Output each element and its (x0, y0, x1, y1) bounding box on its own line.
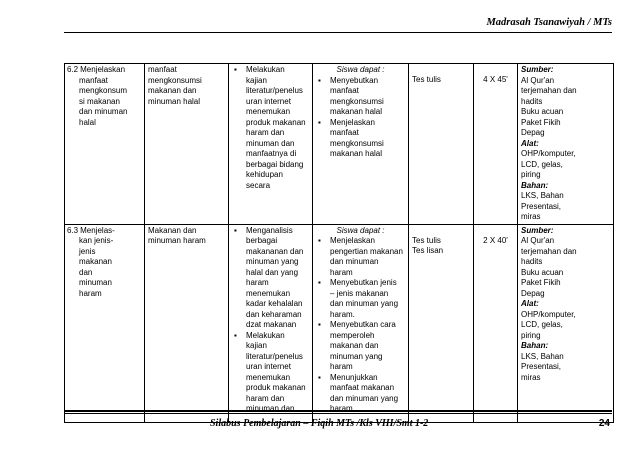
kd-number: 6.2 (67, 65, 79, 74)
sumber-line: Buku acuan (521, 107, 564, 116)
waktu-cell (474, 64, 518, 225)
waktu-value: 4 X 45' (483, 75, 508, 84)
sumber-line: Paket Fikih (521, 278, 561, 287)
indikator-line: – jenis makanan (330, 288, 389, 298)
kegiatan-line: kadar kehalalan (246, 299, 303, 308)
sumber-line: Buku acuan (521, 267, 564, 277)
kd-text-line: dan (79, 267, 93, 277)
kd-text-line: dan minuman (79, 107, 128, 116)
kegiatan-item (232, 331, 309, 415)
kegiatan-line: ▪ Menganalisis (246, 225, 293, 235)
waktu-cell (474, 224, 518, 422)
kd-text-line: Menjelaskan (80, 65, 126, 74)
kegiatan-line: ▪ Melakukan (246, 65, 285, 74)
indikator-line: pengertian makanan (330, 246, 403, 256)
indikator-line: ▪ Menjelaskan (330, 236, 375, 245)
kegiatan-line: uran internet (246, 96, 291, 106)
kegiatan-list (232, 65, 309, 191)
sumber-line: hadits (521, 96, 543, 106)
kompetensi-dasar-cell (65, 64, 145, 225)
bahan-line: LKS, Bahan (521, 191, 564, 200)
indikator-line: mengkonsumsi (330, 138, 384, 148)
bahan-line: miras (521, 372, 541, 382)
indikator-item (316, 320, 405, 373)
indikator-line: ▪ Menyebutkan (330, 75, 379, 85)
kegiatan-line: berbagai bidang (246, 159, 304, 169)
kegiatan-line: haram (246, 278, 269, 287)
kegiatan-line: berbagai (246, 236, 278, 245)
kegiatan-line: ▪ Melakukan (246, 330, 285, 340)
indikator-cell (313, 224, 409, 422)
indikator-line: dan minuman yang (330, 299, 399, 308)
penilaian-cell (409, 224, 474, 422)
kegiatan-item (232, 65, 309, 191)
kd-text-line: makanan (79, 257, 112, 266)
kd-text-line: minuman (79, 278, 112, 287)
kegiatan-line: minuman dan (246, 404, 295, 413)
sumber-line: terjemahan dan (521, 246, 577, 256)
indikator-line: makanan dan (330, 341, 379, 350)
sumber-cell (518, 64, 614, 225)
bahan-line: miras (521, 212, 541, 221)
indikator-line: haram (330, 362, 353, 371)
indikator-line: dan minuman yang (330, 393, 399, 403)
indikator-line: memperoleh (330, 330, 375, 340)
indikator-list (316, 76, 405, 160)
bahan-line: LKS, Bahan (521, 351, 564, 361)
alat-line: OHP/komputer, (521, 309, 576, 319)
header-rule (64, 32, 612, 33)
kompetensi-dasar-cell (65, 224, 145, 422)
kd-text-line: jenis (79, 246, 96, 256)
kd-text-line: manfaat (79, 75, 108, 85)
alat-label: Alat: (521, 138, 539, 148)
kegiatan-line: produk makanan (246, 383, 306, 392)
kegiatan-line: uran internet (246, 362, 291, 371)
kegiatan-line: halal dan yang (246, 267, 299, 277)
alat-line: piring (521, 170, 541, 179)
indikator-cell (313, 64, 409, 225)
kegiatan-item (232, 226, 309, 331)
footer-rule (64, 410, 612, 412)
materi-line: mengkonsumsi (148, 75, 202, 85)
bahan-label: Bahan: (521, 180, 549, 190)
materi-line: Makanan dan (148, 225, 197, 235)
table-row (65, 224, 614, 422)
materi-line: manfaat (148, 65, 177, 74)
materi-cell (145, 224, 229, 422)
bahan-line: Presentasi, (521, 362, 562, 371)
kd-text-line: halal (79, 117, 96, 127)
penilaian-cell (409, 64, 474, 225)
kegiatan-list (232, 226, 309, 415)
kegiatan-line: haram dan (246, 393, 285, 403)
indikator-heading: Siswa dapat : (336, 65, 385, 74)
indikator-heading: Siswa dapat : (336, 225, 385, 235)
indikator-list (316, 236, 405, 415)
kegiatan-cell (229, 64, 313, 225)
kegiatan-line: produk makanan (246, 117, 306, 127)
sumber-line: Al Qur'an (521, 75, 555, 85)
kd-text-line: si makanan (79, 96, 120, 106)
page-number: 24 (598, 418, 610, 429)
indikator-line: mengkonsumsi (330, 96, 384, 106)
penilaian-line: Tes tulis (412, 75, 441, 84)
footer-title: Silabus Pembelajaran – Fiqih MTs /Kls VIII/Smt 1-2 (210, 418, 429, 429)
indikator-line: ▪ Menyebutkan cara (330, 320, 396, 329)
sumber-line: Al Qur'an (521, 236, 555, 245)
kegiatan-line: dan keharaman (246, 309, 302, 319)
indikator-item (316, 118, 405, 160)
indikator-line: dan minuman (330, 257, 379, 266)
materi-line: makanan dan (148, 86, 197, 95)
kegiatan-line: manfaatnya di (246, 149, 297, 158)
kegiatan-cell (229, 224, 313, 422)
kegiatan-line: menemukan (246, 107, 291, 116)
kegiatan-line: menemukan (246, 288, 291, 298)
sumber-label: Sumber: (521, 225, 554, 235)
indikator-item (316, 373, 405, 415)
footer-rule-thin (64, 413, 612, 414)
kd-number: 6.3 (67, 225, 79, 235)
sumber-label: Sumber: (521, 65, 554, 74)
sumber-line: Depag (521, 128, 545, 137)
kegiatan-line: literatur/penelus (246, 86, 303, 95)
indikator-line: haram (330, 404, 353, 413)
syllabus-table (64, 63, 614, 423)
kd-text-line: haram (79, 288, 102, 298)
kegiatan-line: minuman dan (246, 138, 295, 148)
kegiatan-line: dzat makanan (246, 320, 297, 329)
indikator-line: haram. (330, 309, 355, 319)
indikator-line: manfaat (330, 128, 359, 137)
indikator-line: makanan halal (330, 107, 383, 116)
bahan-label: Bahan: (521, 341, 549, 350)
kd-text-line: mengkonsum (79, 86, 128, 95)
indikator-line: ▪ Menjelaskan (330, 117, 375, 127)
kegiatan-line: kajian (246, 75, 267, 85)
indikator-item (316, 76, 405, 118)
kegiatan-line: kajian (246, 341, 267, 350)
sumber-line: hadits (521, 257, 543, 266)
penilaian-line: Tes tulis (412, 235, 441, 245)
kegiatan-line: literatur/penelus (246, 351, 303, 361)
indikator-line: makanan halal (330, 149, 383, 158)
indikator-line: manfaat makanan (330, 383, 395, 392)
alat-line: LCD, gelas, (521, 159, 563, 169)
alat-line: piring (521, 330, 541, 340)
bahan-line: Presentasi, (521, 201, 562, 211)
materi-cell (145, 64, 229, 225)
kegiatan-line: makananan dan (246, 246, 304, 256)
kegiatan-line: minuman yang (246, 257, 299, 266)
sumber-cell (518, 224, 614, 422)
sumber-line: terjemahan dan (521, 86, 577, 95)
running-header: Madrasah Tsanawiyah / MTs (486, 17, 612, 28)
indikator-line: ▪ Menunjukkan (330, 372, 378, 382)
table-row (65, 64, 614, 225)
alat-line: OHP/komputer, (521, 149, 576, 158)
indikator-line: minuman yang (330, 351, 383, 361)
kegiatan-line: haram dan (246, 128, 285, 137)
kd-text-line: kan jenis- (79, 236, 114, 245)
indikator-item (316, 278, 405, 320)
kegiatan-line: kehidupan (246, 170, 283, 179)
penilaian-line: Tes lisan (412, 246, 444, 255)
alat-line: LCD, gelas, (521, 320, 563, 329)
alat-label: Alat: (521, 299, 539, 308)
indikator-line: manfaat (330, 86, 359, 95)
kegiatan-line: menemukan (246, 372, 291, 382)
waktu-value: 2 X 40' (483, 235, 508, 245)
materi-line: minuman haram (148, 236, 206, 245)
sumber-line: Paket Fikih (521, 117, 561, 127)
kegiatan-line: secara (246, 180, 271, 190)
kd-text-line: Menjelas- (80, 225, 115, 235)
indikator-item (316, 236, 405, 278)
materi-line: minuman halal (148, 96, 201, 106)
sumber-line: Depag (521, 288, 545, 298)
indikator-line: ▪ Menyebutkan jenis (330, 278, 397, 287)
indikator-line: haram (330, 267, 353, 277)
